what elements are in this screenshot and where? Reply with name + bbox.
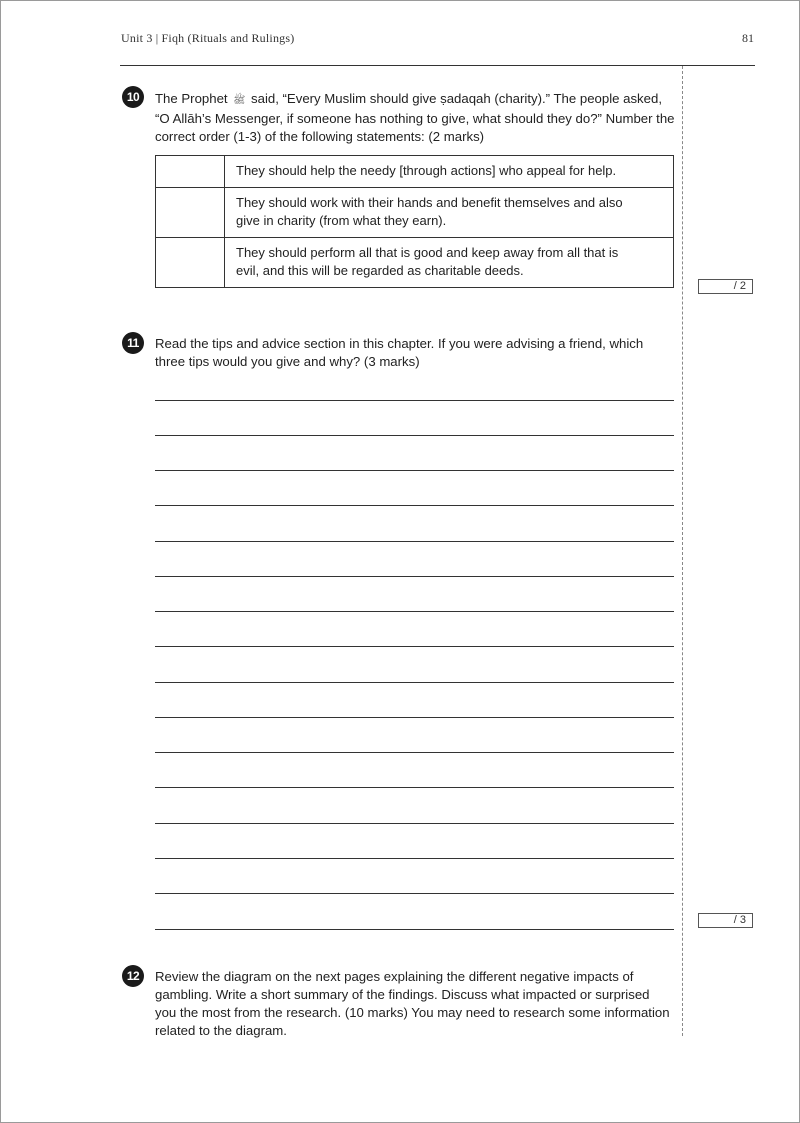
ordering-table [155, 155, 674, 288]
answer-line[interactable] [155, 929, 674, 930]
question-12-text: Review the diagram on the next pages explaining the different negative impacts of gambling. Write a short summary of the findings. Discuss what impacted or surprised you the most from the research. (10 marks) You may need to research some information related to the diagram. [155, 969, 670, 1038]
order-number-box[interactable] [156, 188, 225, 238]
answer-line[interactable] [155, 858, 674, 859]
statement-cell: They should work with their hands and benefit themselves and also give in charity (from what they earn). [225, 188, 674, 238]
answer-line[interactable] [155, 611, 674, 612]
order-number-box[interactable] [156, 238, 225, 288]
answer-line[interactable] [155, 505, 674, 506]
margin-divider [682, 66, 683, 1036]
table-row [156, 238, 674, 288]
table-row [156, 188, 674, 238]
answer-line[interactable] [155, 752, 674, 753]
answer-line[interactable] [155, 646, 674, 647]
running-header: Unit 3 | Fiqh (Rituals and Rulings) [121, 31, 295, 45]
answer-line[interactable] [155, 576, 674, 577]
question-11-text: Read the tips and advice section in this chapter. If you were advising a friend, which three tips would you give and why? (3 marks) [155, 336, 644, 369]
answer-line[interactable] [155, 435, 674, 436]
answer-line[interactable] [155, 717, 674, 718]
statement-cell: They should perform all that is good and keep away from all that is evil, and this will be regarded as charitable deeds. [225, 238, 674, 288]
answer-line[interactable] [155, 541, 674, 542]
statement-cell: They should help the needy [through actions] who appeal for help. [225, 156, 674, 188]
question-10-text [155, 90, 675, 146]
question-10-number: 10 [122, 86, 144, 108]
honorific-glyph: ﷺ [233, 95, 246, 106]
answer-line[interactable] [155, 400, 674, 401]
header-rule [120, 65, 755, 66]
question-10-text-rest: said, “Every Muslim should give ṣadaqah (charity).” The people asked, “O Allāh’s Messenger, if someone has nothing to give, what should they do?” Number the correct order (1-3) of the following statements: (2 marks) [155, 91, 675, 144]
order-number-box[interactable] [156, 156, 225, 188]
answer-line[interactable] [155, 893, 674, 894]
answer-line[interactable] [155, 470, 674, 471]
question-10-score-box[interactable]: / 2 [698, 279, 753, 294]
answer-line[interactable] [155, 787, 674, 788]
question-11-score-box[interactable]: / 3 [698, 913, 753, 928]
question-11-number: 11 [122, 332, 144, 354]
answer-line[interactable] [155, 823, 674, 824]
answer-line[interactable] [155, 682, 674, 683]
question-10-text-start: The Prophet [155, 91, 228, 106]
table-row [156, 156, 674, 188]
page-number: 81 [742, 31, 754, 45]
question-12-number: 12 [122, 965, 144, 987]
